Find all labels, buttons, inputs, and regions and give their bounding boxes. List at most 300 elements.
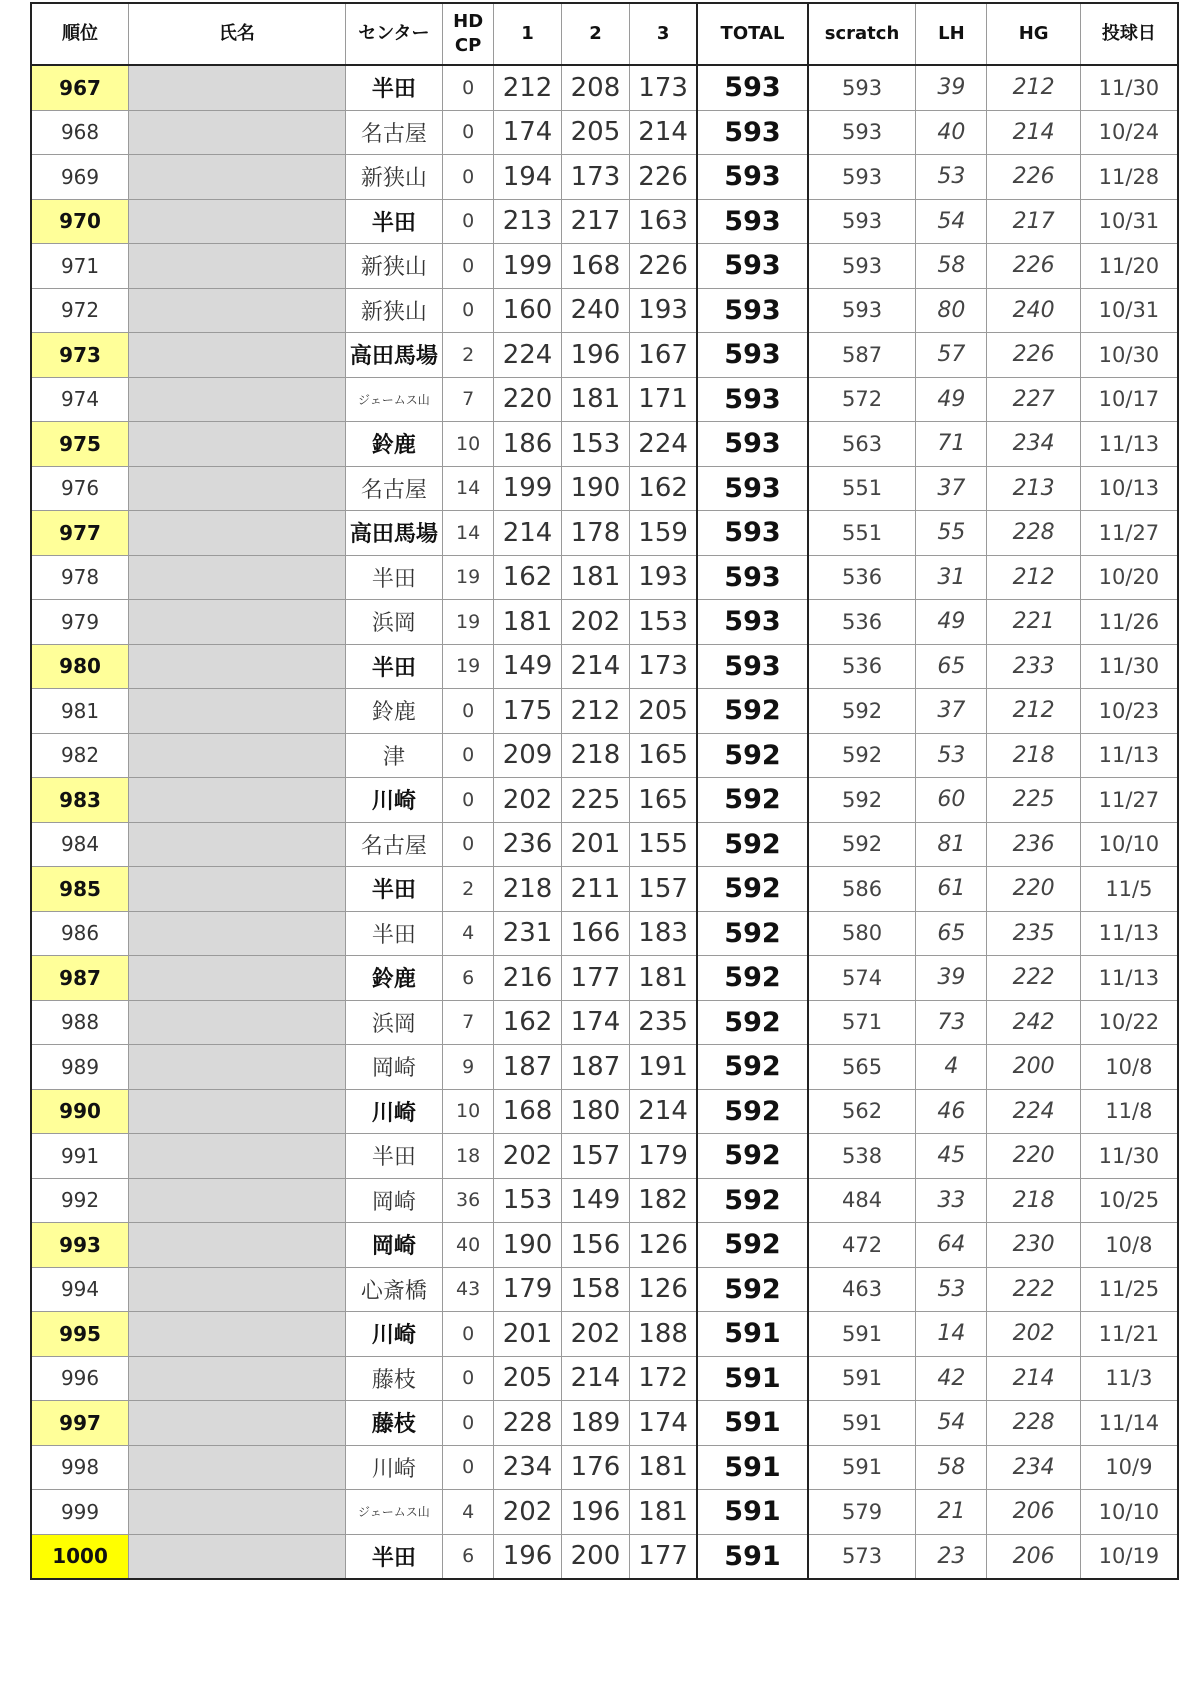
scratch-cell: 592: [808, 689, 916, 734]
center-cell: 半田: [345, 199, 443, 244]
center-cell: 高田馬場: [345, 333, 443, 378]
game-1-cell: 199: [494, 466, 562, 511]
header-rank: 順位: [31, 3, 129, 65]
hg-cell: 206: [987, 1534, 1080, 1579]
rank-cell: 973: [31, 333, 129, 378]
scratch-cell: 573: [808, 1534, 916, 1579]
date-cell: 11/30: [1080, 644, 1178, 689]
game-2-cell: 217: [562, 199, 630, 244]
name-cell: [129, 867, 345, 912]
rank-cell: 986: [31, 911, 129, 956]
lh-cell: 40: [916, 110, 987, 155]
game-1-cell: 212: [494, 65, 562, 110]
hg-cell: 234: [987, 422, 1080, 467]
game-1-cell: 209: [494, 733, 562, 778]
hdcp-cell: 0: [443, 733, 494, 778]
scratch-cell: 463: [808, 1267, 916, 1312]
game-2-cell: 205: [562, 110, 630, 155]
game-2-cell: 202: [562, 600, 630, 645]
name-cell: [129, 377, 345, 422]
scratch-cell: 586: [808, 867, 916, 912]
lh-cell: 65: [916, 911, 987, 956]
center-cell: 半田: [345, 867, 443, 912]
hg-cell: 217: [987, 199, 1080, 244]
center-cell: 新狭山: [345, 244, 443, 289]
date-cell: 10/31: [1080, 199, 1178, 244]
hdcp-cell: 2: [443, 333, 494, 378]
table-row: [31, 511, 1178, 556]
name-cell: [129, 1045, 345, 1090]
game-3-cell: 226: [629, 244, 697, 289]
game-1-cell: 224: [494, 333, 562, 378]
game-2-cell: 214: [562, 644, 630, 689]
table-row: [31, 377, 1178, 422]
name-cell: [129, 1178, 345, 1223]
table-row: [31, 1178, 1178, 1223]
game-3-cell: 172: [629, 1356, 697, 1401]
header-hdcp: [443, 3, 494, 65]
hg-cell: 226: [987, 333, 1080, 378]
hg-cell: 242: [987, 1000, 1080, 1045]
table-row: [31, 422, 1178, 467]
total-cell: 593: [697, 466, 807, 511]
hdcp-cell: 43: [443, 1267, 494, 1312]
scratch-cell: 591: [808, 1401, 916, 1446]
hg-cell: 206: [987, 1490, 1080, 1535]
game-2-cell: 218: [562, 733, 630, 778]
total-cell: 591: [697, 1490, 807, 1535]
hg-cell: 214: [987, 110, 1080, 155]
date-cell: 11/30: [1080, 65, 1178, 110]
rank-cell: 990: [31, 1089, 129, 1134]
game-3-cell: 182: [629, 1178, 697, 1223]
center-cell: 鈴鹿: [345, 689, 443, 734]
hg-cell: 221: [987, 600, 1080, 645]
table-row: [31, 1134, 1178, 1179]
table-row: [31, 333, 1178, 378]
total-cell: 593: [697, 333, 807, 378]
total-cell: 592: [697, 778, 807, 823]
name-cell: [129, 1534, 345, 1579]
lh-cell: 81: [916, 822, 987, 867]
game-2-cell: 181: [562, 377, 630, 422]
scratch-cell: 536: [808, 600, 916, 645]
table-row: [31, 244, 1178, 289]
hg-cell: 228: [987, 1401, 1080, 1446]
ranking-table: [30, 2, 1179, 1580]
rank-cell: 992: [31, 1178, 129, 1223]
game-3-cell: 183: [629, 911, 697, 956]
scratch-cell: 536: [808, 644, 916, 689]
date-cell: 10/31: [1080, 288, 1178, 333]
hg-cell: 218: [987, 733, 1080, 778]
lh-cell: 39: [916, 65, 987, 110]
hdcp-cell: 4: [443, 911, 494, 956]
hg-cell: 222: [987, 1267, 1080, 1312]
name-cell: [129, 1490, 345, 1535]
game-2-cell: 196: [562, 333, 630, 378]
scratch-cell: 593: [808, 244, 916, 289]
total-cell: 593: [697, 377, 807, 422]
game-2-cell: 180: [562, 1089, 630, 1134]
name-cell: [129, 1223, 345, 1268]
date-cell: 11/3: [1080, 1356, 1178, 1401]
lh-cell: 42: [916, 1356, 987, 1401]
hg-cell: 222: [987, 956, 1080, 1001]
table-row: [31, 65, 1178, 110]
name-cell: [129, 555, 345, 600]
header-lh: LH: [916, 3, 987, 65]
ranking-sheet: [30, 2, 1179, 1580]
total-cell: 591: [697, 1401, 807, 1446]
header-total: TOTAL: [697, 3, 807, 65]
game-1-cell: 216: [494, 956, 562, 1001]
name-cell: [129, 110, 345, 155]
table-row: [31, 867, 1178, 912]
game-1-cell: 202: [494, 1490, 562, 1535]
date-cell: 10/20: [1080, 555, 1178, 600]
rank-cell: 971: [31, 244, 129, 289]
hg-cell: 226: [987, 155, 1080, 200]
lh-cell: 46: [916, 1089, 987, 1134]
lh-cell: 54: [916, 199, 987, 244]
center-cell: 川崎: [345, 1089, 443, 1134]
lh-cell: 57: [916, 333, 987, 378]
center-cell: 半田: [345, 555, 443, 600]
center-cell: 岡崎: [345, 1178, 443, 1223]
total-cell: 592: [697, 1178, 807, 1223]
hdcp-cell: 0: [443, 110, 494, 155]
lh-cell: 65: [916, 644, 987, 689]
hg-cell: 225: [987, 778, 1080, 823]
game-1-cell: 194: [494, 155, 562, 200]
total-cell: 593: [697, 422, 807, 467]
rank-cell: 987: [31, 956, 129, 1001]
name-cell: [129, 1312, 345, 1357]
center-cell: 藤枝: [345, 1356, 443, 1401]
game-2-cell: 211: [562, 867, 630, 912]
scratch-cell: 591: [808, 1356, 916, 1401]
name-cell: [129, 1401, 345, 1446]
scratch-cell: 563: [808, 422, 916, 467]
name-cell: [129, 1267, 345, 1312]
game-2-cell: 168: [562, 244, 630, 289]
total-cell: 592: [697, 733, 807, 778]
lh-cell: 60: [916, 778, 987, 823]
hdcp-cell: 10: [443, 422, 494, 467]
game-1-cell: 231: [494, 911, 562, 956]
total-cell: 593: [697, 511, 807, 556]
header-center: センター: [345, 3, 443, 65]
name-cell: [129, 155, 345, 200]
hg-cell: 224: [987, 1089, 1080, 1134]
total-cell: 592: [697, 1089, 807, 1134]
center-cell: 名古屋: [345, 466, 443, 511]
game-3-cell: 153: [629, 600, 697, 645]
name-cell: [129, 689, 345, 734]
game-3-cell: 155: [629, 822, 697, 867]
game-2-cell: 201: [562, 822, 630, 867]
rank-cell: 984: [31, 822, 129, 867]
date-cell: 11/27: [1080, 511, 1178, 556]
game-3-cell: 165: [629, 733, 697, 778]
name-cell: [129, 644, 345, 689]
center-cell: 新狭山: [345, 155, 443, 200]
game-1-cell: 218: [494, 867, 562, 912]
table-row: [31, 1000, 1178, 1045]
header-game-2: 2: [562, 3, 630, 65]
name-cell: [129, 733, 345, 778]
game-2-cell: 174: [562, 1000, 630, 1045]
scratch-cell: 565: [808, 1045, 916, 1090]
scratch-cell: 472: [808, 1223, 916, 1268]
game-1-cell: 186: [494, 422, 562, 467]
name-cell: [129, 244, 345, 289]
scratch-cell: 593: [808, 65, 916, 110]
header-hg: HG: [987, 3, 1080, 65]
hdcp-cell: 7: [443, 1000, 494, 1045]
hg-cell: 235: [987, 911, 1080, 956]
center-cell: 半田: [345, 644, 443, 689]
table-row: [31, 733, 1178, 778]
game-3-cell: 163: [629, 199, 697, 244]
game-2-cell: 158: [562, 1267, 630, 1312]
game-3-cell: 214: [629, 110, 697, 155]
lh-cell: 49: [916, 377, 987, 422]
game-1-cell: 149: [494, 644, 562, 689]
total-cell: 593: [697, 288, 807, 333]
header-row: [31, 3, 1178, 65]
hdcp-cell: 0: [443, 1445, 494, 1490]
table-row: [31, 1401, 1178, 1446]
scratch-cell: 579: [808, 1490, 916, 1535]
game-1-cell: 153: [494, 1178, 562, 1223]
lh-cell: 33: [916, 1178, 987, 1223]
game-2-cell: 176: [562, 1445, 630, 1490]
game-3-cell: 162: [629, 466, 697, 511]
lh-cell: 53: [916, 733, 987, 778]
rank-cell: 977: [31, 511, 129, 556]
hg-cell: 233: [987, 644, 1080, 689]
scratch-cell: 551: [808, 466, 916, 511]
game-1-cell: 234: [494, 1445, 562, 1490]
total-cell: 593: [697, 65, 807, 110]
total-cell: 593: [697, 244, 807, 289]
total-cell: 592: [697, 1000, 807, 1045]
total-cell: 593: [697, 600, 807, 645]
rank-cell: 994: [31, 1267, 129, 1312]
hg-cell: 234: [987, 1445, 1080, 1490]
game-1-cell: 162: [494, 555, 562, 600]
table-row: [31, 155, 1178, 200]
date-cell: 10/10: [1080, 822, 1178, 867]
game-2-cell: 187: [562, 1045, 630, 1090]
game-2-cell: 166: [562, 911, 630, 956]
scratch-cell: 593: [808, 199, 916, 244]
rank-cell: 975: [31, 422, 129, 467]
date-cell: 11/21: [1080, 1312, 1178, 1357]
game-2-cell: 225: [562, 778, 630, 823]
header-date: 投球日: [1080, 3, 1178, 65]
hdcp-cell: 0: [443, 822, 494, 867]
total-cell: 591: [697, 1312, 807, 1357]
center-cell: 半田: [345, 1134, 443, 1179]
name-cell: [129, 778, 345, 823]
game-3-cell: 157: [629, 867, 697, 912]
header-game-3: 3: [629, 3, 697, 65]
hdcp-cell: 2: [443, 867, 494, 912]
game-1-cell: 228: [494, 1401, 562, 1446]
hg-cell: 228: [987, 511, 1080, 556]
rank-cell: 972: [31, 288, 129, 333]
hg-cell: 212: [987, 555, 1080, 600]
center-cell: 半田: [345, 65, 443, 110]
center-cell: 半田: [345, 911, 443, 956]
total-cell: 592: [697, 956, 807, 1001]
hdcp-cell: 0: [443, 244, 494, 289]
total-cell: 592: [697, 867, 807, 912]
scratch-cell: 574: [808, 956, 916, 1001]
game-1-cell: 202: [494, 1134, 562, 1179]
rank-cell: 976: [31, 466, 129, 511]
rank-cell: 979: [31, 600, 129, 645]
game-3-cell: 224: [629, 422, 697, 467]
hg-cell: 202: [987, 1312, 1080, 1357]
name-cell: [129, 466, 345, 511]
date-cell: 11/8: [1080, 1089, 1178, 1134]
lh-cell: 80: [916, 288, 987, 333]
game-2-cell: 190: [562, 466, 630, 511]
game-1-cell: 214: [494, 511, 562, 556]
lh-cell: 31: [916, 555, 987, 600]
game-2-cell: 200: [562, 1534, 630, 1579]
name-cell: [129, 288, 345, 333]
table-row: [31, 911, 1178, 956]
total-cell: 593: [697, 110, 807, 155]
scratch-cell: 592: [808, 778, 916, 823]
name-cell: [129, 422, 345, 467]
game-1-cell: 181: [494, 600, 562, 645]
center-cell: 名古屋: [345, 822, 443, 867]
rank-cell: 983: [31, 778, 129, 823]
game-3-cell: 167: [629, 333, 697, 378]
lh-cell: 73: [916, 1000, 987, 1045]
date-cell: 11/13: [1080, 956, 1178, 1001]
center-cell: 岡崎: [345, 1223, 443, 1268]
table-row: [31, 1267, 1178, 1312]
game-2-cell: 153: [562, 422, 630, 467]
date-cell: 11/13: [1080, 911, 1178, 956]
name-cell: [129, 822, 345, 867]
rank-cell: 985: [31, 867, 129, 912]
center-cell: 津: [345, 733, 443, 778]
table-row: [31, 689, 1178, 734]
table-row: [31, 1045, 1178, 1090]
table-row: [31, 644, 1178, 689]
game-1-cell: 202: [494, 778, 562, 823]
scratch-cell: 551: [808, 511, 916, 556]
date-cell: 11/26: [1080, 600, 1178, 645]
hdcp-cell: 0: [443, 199, 494, 244]
center-cell: 川崎: [345, 1445, 443, 1490]
game-1-cell: 220: [494, 377, 562, 422]
game-1-cell: 174: [494, 110, 562, 155]
game-3-cell: 126: [629, 1223, 697, 1268]
hg-cell: 213: [987, 466, 1080, 511]
header-game-1: 1: [494, 3, 562, 65]
hdcp-cell: 0: [443, 155, 494, 200]
date-cell: 10/10: [1080, 1490, 1178, 1535]
date-cell: 10/22: [1080, 1000, 1178, 1045]
center-cell: 川崎: [345, 778, 443, 823]
game-3-cell: 193: [629, 555, 697, 600]
total-cell: 592: [697, 1134, 807, 1179]
hg-cell: 220: [987, 867, 1080, 912]
table-row: [31, 1312, 1178, 1357]
lh-cell: 37: [916, 466, 987, 511]
name-cell: [129, 956, 345, 1001]
rank-cell: 988: [31, 1000, 129, 1045]
scratch-cell: 593: [808, 288, 916, 333]
hdcp-cell: 0: [443, 689, 494, 734]
game-1-cell: 168: [494, 1089, 562, 1134]
scratch-cell: 591: [808, 1445, 916, 1490]
scratch-cell: 484: [808, 1178, 916, 1223]
center-cell: 岡崎: [345, 1045, 443, 1090]
date-cell: 10/8: [1080, 1223, 1178, 1268]
game-2-cell: 178: [562, 511, 630, 556]
hdcp-cell: 6: [443, 956, 494, 1001]
game-2-cell: 177: [562, 956, 630, 1001]
table-row: [31, 956, 1178, 1001]
total-cell: 593: [697, 555, 807, 600]
header-name: 氏名: [129, 3, 345, 65]
hdcp-cell: 9: [443, 1045, 494, 1090]
scratch-cell: 571: [808, 1000, 916, 1045]
total-cell: 591: [697, 1534, 807, 1579]
hdcp-cell: 36: [443, 1178, 494, 1223]
rank-cell: 981: [31, 689, 129, 734]
total-cell: 592: [697, 1267, 807, 1312]
game-3-cell: 174: [629, 1401, 697, 1446]
rank-cell: 1000: [31, 1534, 129, 1579]
lh-cell: 58: [916, 1445, 987, 1490]
hg-cell: 240: [987, 288, 1080, 333]
game-2-cell: 157: [562, 1134, 630, 1179]
game-2-cell: 212: [562, 689, 630, 734]
rank-cell: 996: [31, 1356, 129, 1401]
game-2-cell: 173: [562, 155, 630, 200]
game-1-cell: 175: [494, 689, 562, 734]
lh-cell: 58: [916, 244, 987, 289]
center-cell: 鈴鹿: [345, 422, 443, 467]
total-cell: 592: [697, 1223, 807, 1268]
lh-cell: 21: [916, 1490, 987, 1535]
date-cell: 10/30: [1080, 333, 1178, 378]
hdcp-cell: 0: [443, 1356, 494, 1401]
total-cell: 591: [697, 1356, 807, 1401]
name-cell: [129, 199, 345, 244]
rank-cell: 980: [31, 644, 129, 689]
date-cell: 11/13: [1080, 422, 1178, 467]
game-3-cell: 173: [629, 65, 697, 110]
game-3-cell: 235: [629, 1000, 697, 1045]
game-3-cell: 181: [629, 956, 697, 1001]
table-row: [31, 822, 1178, 867]
lh-cell: 49: [916, 600, 987, 645]
game-1-cell: 160: [494, 288, 562, 333]
rank-cell: 999: [31, 1490, 129, 1535]
